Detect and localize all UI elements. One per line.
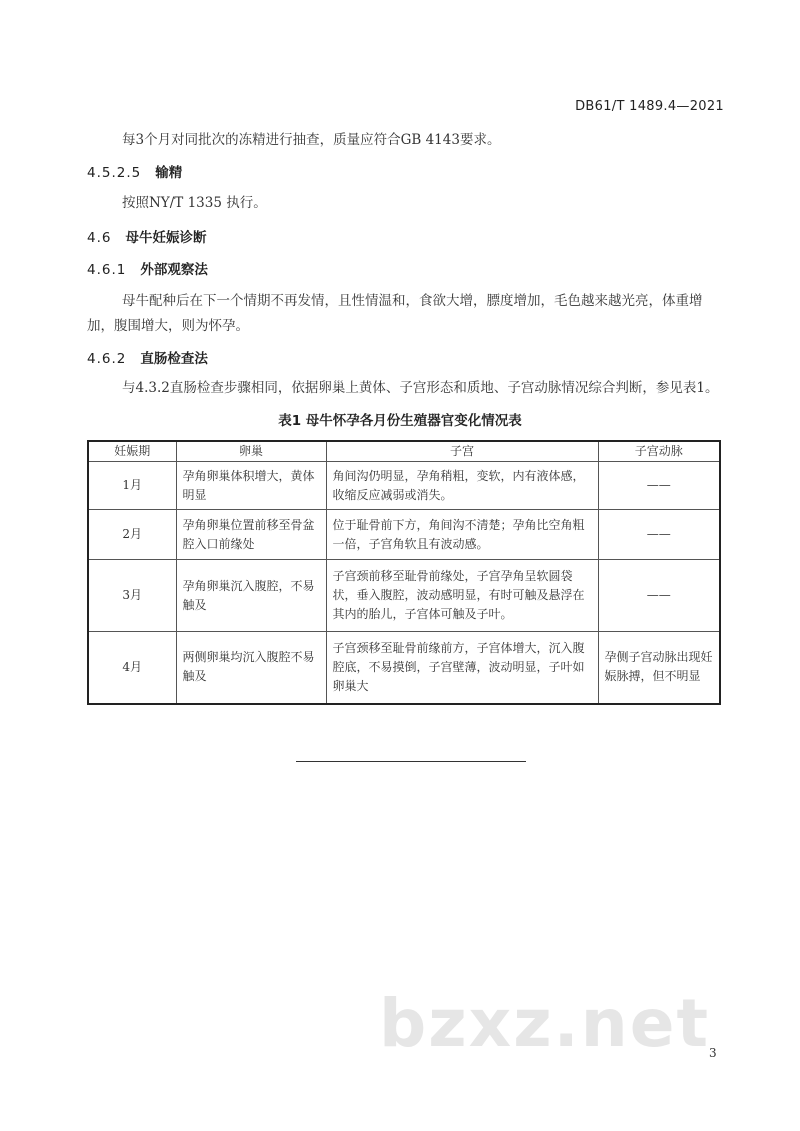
section-title: 母牛妊娠诊断 bbox=[125, 230, 207, 246]
cell-ovary: 孕角卵巢位置前移至骨盆腔入口前缘处 bbox=[176, 510, 326, 560]
cell-artery: —— bbox=[598, 560, 720, 632]
section-title: 输精 bbox=[155, 165, 183, 181]
cell-artery: —— bbox=[598, 510, 720, 560]
section-title: 直肠检查法 bbox=[140, 351, 208, 367]
page-number: 3 bbox=[709, 1046, 717, 1060]
cell-uterus: 角间沟仍明显，孕角稍粗，变软，内有液体感，收缩反应减弱或消失。 bbox=[326, 462, 598, 510]
paragraph-insemination: 按照NY/T 1335 执行。 bbox=[122, 195, 267, 211]
table-title: 表1 母牛怀孕各月份生殖器官变化情况表 bbox=[278, 413, 522, 429]
cell-artery: 孕侧子宫动脉出现妊娠脉搏，但不明显 bbox=[598, 632, 720, 704]
cell-month: 3月 bbox=[88, 560, 176, 632]
cell-uterus: 子宫颈前移至耻骨前缘处，子宫孕角呈软圆袋状，垂入腹腔，波动感明显，有时可触及悬浮在其内的胎儿，子宫体可触及子叶。 bbox=[326, 560, 598, 632]
table-row bbox=[88, 510, 720, 560]
watermark: bzxz.net bbox=[379, 985, 711, 1062]
paragraph-rectal: 与4.3.2直肠检查步骤相同，依据卵巢上黄体、子宫形态和质地、子宫动脉情况综合判断，参见表1。 bbox=[122, 380, 719, 396]
table-row bbox=[88, 462, 720, 510]
cell-uterus: 位于耻骨前下方，角间沟不清楚；孕角比空角粗一倍，子宫角软且有波动感。 bbox=[326, 510, 598, 560]
cell-ovary: 两侧卵巢均沉入腹腔不易触及 bbox=[176, 632, 326, 704]
section-title: 外部观察法 bbox=[140, 262, 208, 278]
section-number: 4.6.1 bbox=[87, 262, 127, 278]
cell-uterus: 子宫颈移至耻骨前缘前方，子宫体增大，沉入腹腔底，不易摸倒，子宫壁薄，波动明显，子叶如卵巢大 bbox=[326, 632, 598, 704]
paragraph-observe-line2: 加，腹围增大，则为怀孕。 bbox=[87, 318, 249, 334]
column-header-ovary: 卵巢 bbox=[176, 441, 326, 462]
section-number: 4.6 bbox=[87, 230, 112, 246]
section-4-6-2 bbox=[87, 347, 208, 367]
cell-month: 1月 bbox=[88, 462, 176, 510]
cell-ovary: 孕角卵巢沉入腹腔，不易触及 bbox=[176, 560, 326, 632]
section-4-5-2-5 bbox=[87, 161, 182, 181]
section-4-6 bbox=[87, 226, 206, 246]
section-number: 4.5.2.5 bbox=[87, 165, 142, 181]
end-divider bbox=[296, 761, 526, 762]
column-header-period: 妊娠期 bbox=[88, 441, 176, 462]
document-code: DB61/T 1489.4—2021 bbox=[575, 99, 724, 114]
section-4-6-1 bbox=[87, 258, 208, 278]
cell-artery: —— bbox=[598, 462, 720, 510]
pregnancy-organ-table bbox=[87, 440, 721, 705]
section-number: 4.6.2 bbox=[87, 351, 127, 367]
cell-month: 2月 bbox=[88, 510, 176, 560]
table-header-row bbox=[88, 441, 720, 462]
column-header-artery: 子宫动脉 bbox=[598, 441, 720, 462]
cell-ovary: 孕角卵巢体积增大，黄体明显 bbox=[176, 462, 326, 510]
table-row bbox=[88, 560, 720, 632]
paragraph-sampling: 每3个月对同批次的冻精进行抽查，质量应符合GB 4143要求。 bbox=[122, 132, 501, 148]
column-header-uterus: 子宫 bbox=[326, 441, 598, 462]
table-row bbox=[88, 632, 720, 704]
paragraph-observe-line1: 母牛配种后在下一个情期不再发情，且性情温和，食欲大增，膘度增加，毛色越来越光亮，体重增 bbox=[122, 293, 703, 309]
cell-month: 4月 bbox=[88, 632, 176, 704]
